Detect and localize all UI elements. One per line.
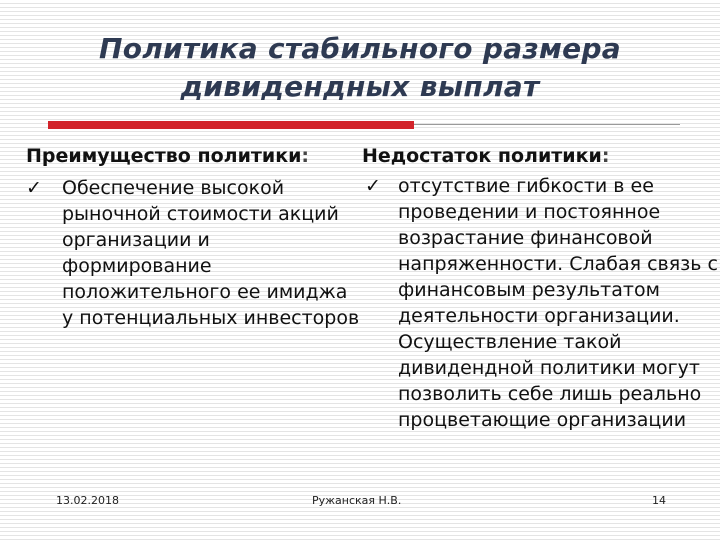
title-accent-bar (48, 121, 414, 129)
advantage-heading-colon: : (301, 145, 310, 167)
disadvantage-heading-text: Недостаток политики (362, 145, 602, 167)
footer-date: 13.02.2018 (56, 494, 119, 507)
disadvantage-column (362, 143, 718, 433)
advantage-item (26, 175, 361, 331)
checkmark-icon: ✓ (26, 177, 42, 199)
footer-page-number: 14 (652, 494, 666, 507)
advantage-heading-text: Преимущество политики (26, 145, 302, 167)
slide-title-line-2: дивидендных выплат (180, 70, 540, 103)
checkmark-icon: ✓ (365, 175, 381, 197)
slide-title (40, 30, 680, 106)
footer-author: Ружанская Н.В. (312, 494, 402, 507)
advantage-column (26, 143, 361, 331)
disadvantage-heading (362, 143, 718, 169)
disadvantage-text: отсутствие гибкости в ее проведении и постоянное возрастание финансовой напряженности. Слабая связь с финансовым результатом деятельности организации. Осуществление такой дивидендной политики могут позволить себе лишь реально процветающие организации (398, 175, 718, 431)
advantage-heading (26, 143, 361, 169)
slide-title-line-1: Политика стабильного размера (98, 32, 621, 65)
disadvantage-item (362, 173, 718, 433)
advantage-text: Обеспечение высокой рыночной стоимости акций организации и формирование положительного ее имиджа у потенциальных инвесторов (62, 177, 360, 329)
disadvantage-heading-colon: : (601, 145, 610, 167)
